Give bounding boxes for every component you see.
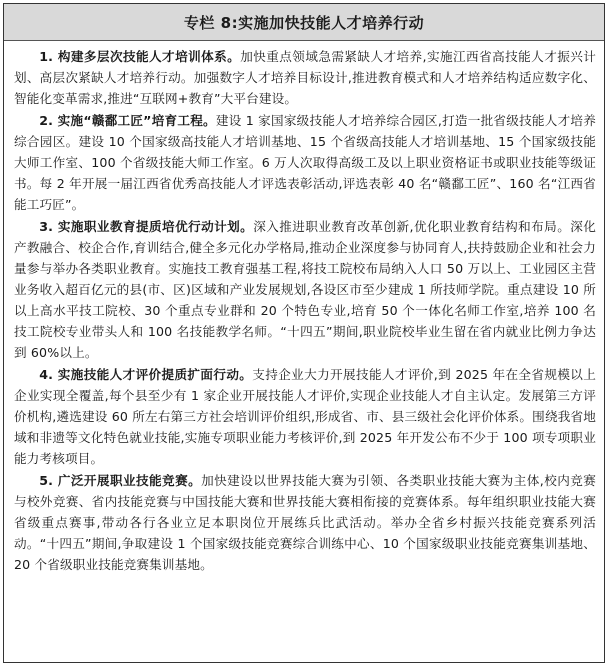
column-box xyxy=(3,3,605,663)
column-body xyxy=(4,41,604,575)
paragraph-2 xyxy=(14,110,596,215)
paragraph-5-title: 5. 广泛开展职业技能竞赛。 xyxy=(39,473,202,488)
paragraph-4 xyxy=(14,364,596,469)
paragraph-5-body: 加快建设以世界技能大赛为引领、各类职业技能大赛为主体,校内竞赛与校外竞赛、省内技能竞赛与中国技能大赛和世界技能大赛相衔接的竞赛体系。每年组织职业技能大赛省级重点赛事,带动各行各业立足本职岗位开展练兵比武活动。举办全省乡村振兴技能竞赛系列活动。“十四五”期间,争取建设 1 个国家级技能竞赛综合训练中心、10 个国家级职业技能竞赛集训基地、20 个省级职业技能竞赛集训基地。 xyxy=(14,473,597,572)
paragraph-1 xyxy=(14,46,596,109)
paragraph-5 xyxy=(14,470,596,575)
column-title: 专栏 8:实施加快技能人才培养行动 xyxy=(4,4,604,41)
paragraph-3-title: 3. 实施职业教育提质培优行动计划。 xyxy=(39,219,254,234)
paragraph-4-title: 4. 实施技能人才评价提质扩面行动。 xyxy=(39,367,253,382)
paragraph-4-body: 支持企业大力开展技能人才评价,到 2025 年在全省规模以上企业实现全覆盖,每个县至少有 1 家企业开展技能人才评价,实现企业技能人才自主认定。发展第三方评价机构,遴选建设 60 所左右第三方社会培训评价组织,形成省、市、县三级社会化评价体系。围绕我省地域和非遗等文化特色就业技能,实施专项职业能力考核评价,到 2025 年开发公布不少于 100 项专项职业能力考核项目。 xyxy=(14,367,596,466)
paragraph-1-title: 1. 构建多层次技能人才培训体系。 xyxy=(39,49,241,64)
paragraph-2-body: 建设 1 家国家级技能人才培养综合园区,打造一批省级技能人才培养综合园区。建设 10 个国家级高技能人才培训基地、15 个省级高技能人才培训基地、15 个国家级技能大师工作室、100 个省级技能大师工作室。6 万人次取得高级工及以上职业资格证书或职业技能等级证书。每 2 年开展一届江西省优秀高技能人才评选表彰活动,评选表彰 40 名“赣鄱工匠”、160 名“江西省能工巧匠”。 xyxy=(14,113,596,212)
paragraph-2-title: 2. 实施“赣鄱工匠”培育工程。 xyxy=(39,113,216,128)
paragraph-1-body: 加快重点领域急需紧缺人才培养,实施江西省高技能人才振兴计划、高层次紧缺人才培养行动。加强数字人才培养目标设计,推进教育模式和人才培养结构适应数字化、智能化变革需求,推进“互联网+教育”大平台建设。 xyxy=(14,49,597,106)
paragraph-3 xyxy=(14,216,596,363)
paragraph-3-body: 深入推进职业教育改革创新,优化职业教育结构和布局。深化产教融合、校企合作,育训结合,健全多元化办学格局,推动企业深度参与协同育人,扶持鼓励企业和社会力量参与举办各类职业教育。实施技工教育强基工程,将技工院校布局纳入人口 50 万以上、工业园区主营业务收入超百亿元的县(市、区)区域和产业发展规划,各设区市至少建成 1 所技师学院。重点建设 10 所以上高水平技工院校、30 个重点专业群和 20 个特色专业,培育 50 个一体化名师工作室,培养 100 名技工院校专业带头人和 100 名技能教学名师。“十四五”期间,职业院校毕业生留在省内就业比例力争达到 60%以上。 xyxy=(14,219,596,360)
